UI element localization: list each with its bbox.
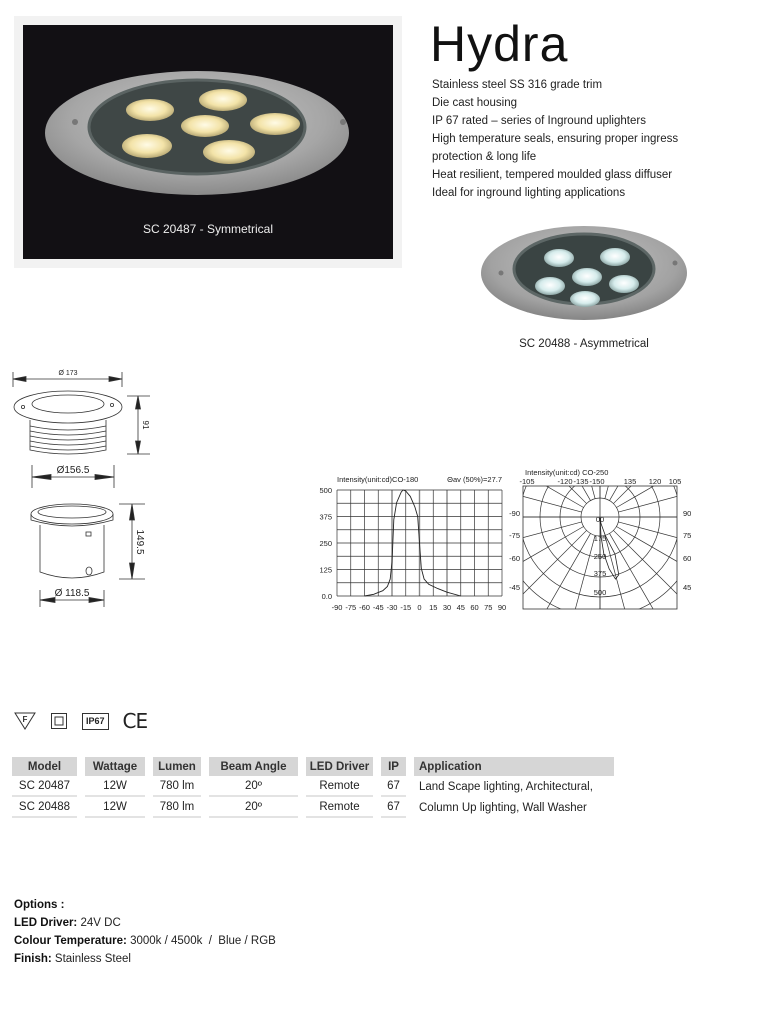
option-item: [14, 932, 276, 950]
chart2-top-angle-label: 105: [668, 477, 682, 486]
cell-application: Land Scape lighting, Architectural,: [419, 780, 593, 793]
class-two-insulation-icon: [50, 712, 68, 730]
chart2-top-angle-label: 120: [648, 477, 662, 486]
col-header-lumen: Lumen: [153, 757, 201, 776]
table-header-row: [12, 757, 614, 776]
cell-lumen: 780 lm: [153, 776, 201, 797]
base-diameter-label: Ø 118.5: [54, 588, 90, 599]
asymmetrical-product-photo: [478, 226, 690, 326]
col-header-wattage: Wattage: [85, 757, 145, 776]
chart2-radial-label: 250: [593, 552, 607, 561]
chart2-top-angle-label: 135: [623, 477, 637, 486]
symmetrical-uplight-image: [23, 25, 393, 259]
chart1-y-tick: 250: [319, 539, 332, 548]
chart2-top-angle-label: -120: [557, 477, 573, 486]
table-row: [12, 776, 614, 797]
chart2-radial-label: 375: [593, 569, 607, 578]
chart2-right-angle-label: 45: [683, 583, 692, 592]
certification-icons: [14, 710, 147, 732]
cell-led-driver: Remote: [306, 797, 373, 818]
chart2-radial-label: 500: [593, 588, 607, 597]
chart1-x-tick: -45: [372, 603, 384, 612]
chart2-radial-label: 00: [595, 515, 605, 524]
feature-item: protection & long life: [432, 151, 537, 163]
dimension-drawings: [0, 362, 170, 607]
chart1-x-tick: -15: [400, 603, 412, 612]
intensity-polar-chart: [505, 466, 695, 614]
option-label: LED Driver:: [14, 917, 78, 929]
feature-item: Stainless steel SS 316 grade trim: [432, 79, 603, 91]
f-mark-icon: [14, 711, 36, 731]
cell-application: Column Up lighting, Wall Washer: [419, 801, 587, 814]
ce-mark-text: CE: [122, 709, 148, 733]
chart2-left-angle-label: -45: [509, 583, 520, 592]
chart1-x-tick: 75: [484, 603, 493, 612]
feature-item: Die cast housing: [432, 97, 518, 109]
chart1-x-tick: 60: [470, 603, 479, 612]
chart1-x-tick: 0: [417, 603, 422, 612]
chart2-right-angle-label: 75: [683, 531, 692, 540]
option-label: Colour Temperature:: [14, 935, 127, 947]
table-row: [12, 797, 614, 818]
chart2-top-angle-label: -150: [589, 477, 605, 486]
col-header-ip: IP: [381, 757, 406, 776]
option-value: Stainless Steel: [51, 953, 131, 965]
chart2-left-angle-label: -90: [509, 509, 520, 518]
cell-led-driver: Remote: [306, 776, 373, 797]
intensity-cartesian-chart: [312, 470, 512, 616]
options-heading: Options :: [14, 899, 65, 911]
option-item: [14, 950, 276, 968]
cell-wattage: 12W: [85, 776, 145, 797]
chart1-x-tick: 45: [456, 603, 465, 612]
asymmetrical-caption: SC 20488 - Asymmetrical: [519, 338, 649, 350]
cell-wattage: 12W: [85, 797, 145, 818]
chart2-spoke: [559, 535, 595, 614]
chart1-y-tick: 500: [319, 486, 332, 495]
chart1-x-tick: -60: [359, 603, 370, 612]
ce-mark-icon: [123, 711, 148, 731]
cell-model: SC 20488: [12, 797, 77, 818]
chart1-x-tick: 30: [442, 603, 452, 612]
chart1-x-tick: -90: [331, 603, 343, 612]
cell-ip: 67: [381, 797, 406, 818]
top-diameter-label: Ø 173: [58, 370, 78, 377]
chart2-right-angle-label: 60: [683, 554, 692, 563]
chart2-top-angle-label: -105: [519, 477, 535, 486]
chart1-y-tick: 0.0: [321, 592, 332, 601]
feature-item: Heat resilient, tempered moulded glass diffuser: [432, 169, 673, 181]
col-header-led-driver: LED Driver: [306, 757, 373, 776]
chart1-y-tick: 125: [319, 565, 332, 575]
feature-item: Ideal for inground lighting applications: [432, 187, 626, 199]
top-height-label: 91: [141, 420, 150, 430]
chart1-x-tick: -75: [345, 603, 357, 612]
cell-model: SC 20487: [12, 776, 77, 797]
cell-beam-angle: 20º: [209, 797, 298, 818]
feature-item: High temperature seals, ensuring proper ingress: [432, 133, 679, 145]
cell-beam-angle: 20º: [209, 776, 298, 797]
col-header-beam-angle: Beam Angle: [209, 757, 298, 776]
chart1-title: Intensity(unit:cd)CO-180: [337, 475, 419, 484]
chart2-spoke: [605, 535, 641, 614]
options-section: [14, 896, 276, 968]
cell-lumen: 780 lm: [153, 797, 201, 818]
product-title: Hydra: [430, 16, 569, 72]
chart1-x-tick: -30: [386, 603, 398, 612]
chart2-left-angle-label: -60: [509, 554, 520, 563]
chart1-annotation: Θav (50%)=27.7: [447, 475, 502, 484]
bottom-top-diameter-label: Ø156.5: [56, 465, 90, 476]
chart2-top-angle-label: -135: [573, 477, 589, 486]
symmetrical-caption: SC 20487 - Symmetrical: [142, 222, 274, 236]
option-item: [14, 914, 276, 932]
option-label: Finish:: [14, 953, 52, 965]
spec-table: [4, 757, 622, 818]
chart2-spoke: [616, 466, 695, 508]
symmetrical-product-photo: [23, 25, 393, 259]
cell-ip: 67: [381, 776, 406, 797]
col-header-model: Model: [12, 757, 77, 776]
bottom-height-label: 149.5: [134, 529, 145, 555]
chart2-spoke: [505, 522, 582, 558]
f-mark-letter: F: [22, 715, 28, 724]
option-value: 3000k / 4500k / Blue / RGB: [126, 935, 276, 947]
feature-item: IP 67 rated – series of Inground uplighters: [432, 115, 646, 127]
ip67-badge-text: IP67: [86, 715, 105, 726]
col-header-application: Application: [414, 757, 614, 776]
feature-list: [432, 76, 678, 202]
chart1-x-tick: 15: [429, 603, 438, 612]
option-value: 24V DC: [77, 917, 121, 929]
chart2-spoke: [618, 522, 695, 558]
chart2-radial-label: 175: [593, 534, 607, 543]
chart2-right-angle-label: 90: [683, 509, 692, 518]
chart1-x-tick: 90: [497, 603, 507, 612]
chart2-title: Intensity(unit:cd) CO-250: [525, 468, 609, 477]
chart1-y-tick: 375: [319, 512, 332, 522]
chart2-left-angle-label: -75: [509, 531, 520, 540]
ip67-badge-icon: [82, 713, 109, 730]
